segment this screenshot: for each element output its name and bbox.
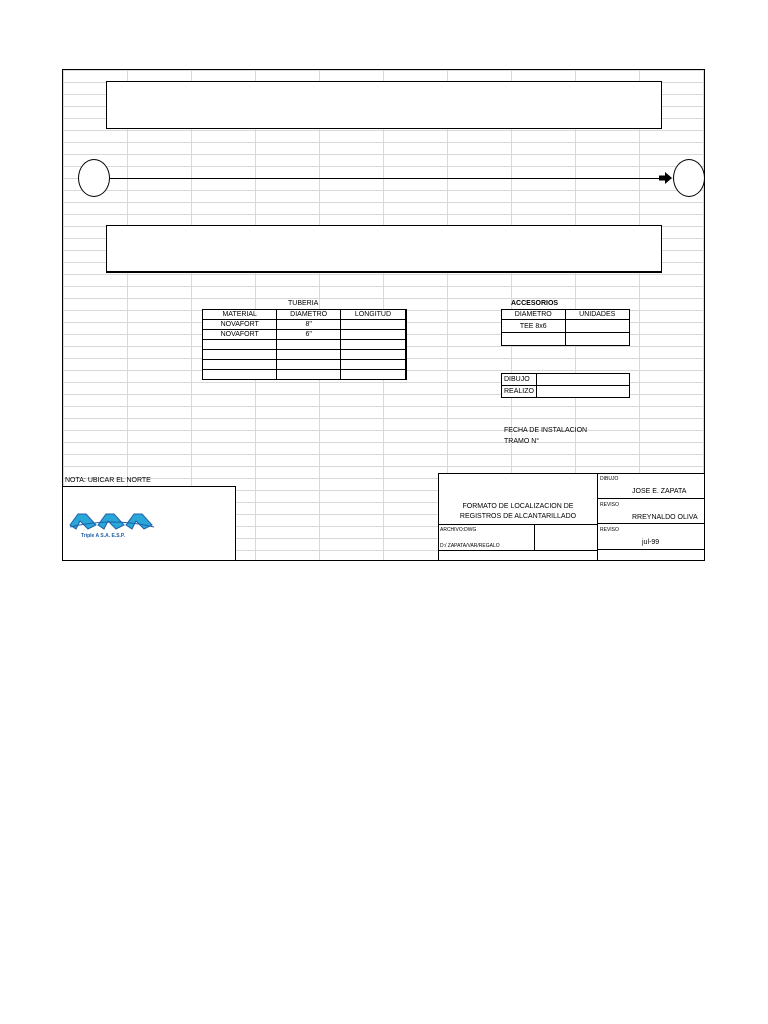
accesorios-table — [501, 309, 630, 346]
title-block — [438, 473, 705, 561]
dibujo-field[interactable] — [536, 374, 629, 386]
table-cell[interactable]: NOVAFORT — [203, 330, 277, 340]
table-row — [502, 374, 630, 386]
table-cell[interactable] — [203, 350, 277, 360]
table-cell[interactable]: NOVAFORT — [203, 320, 277, 330]
table-header-row — [203, 310, 407, 320]
logo-text: Triple A S.A. E.S.P. — [81, 533, 125, 539]
table-cell[interactable]: 6" — [277, 330, 341, 340]
flow-arrow-icon — [659, 172, 673, 184]
table-cell[interactable] — [203, 360, 277, 370]
accesorios-title: ACCESORIOS — [511, 300, 559, 307]
column-header: UNIDADES — [565, 310, 629, 320]
realizo-field[interactable] — [536, 386, 629, 398]
table-header-row — [502, 310, 630, 320]
table-cell[interactable]: 8" — [277, 320, 341, 330]
reviso-label-small: REVISO — [600, 502, 619, 508]
table-row — [203, 360, 407, 370]
drawing-sheet — [62, 69, 705, 561]
title-block-title: FORMATO DE LOCALIZACION DE REGISTROS DE ALCANTARILLADO — [459, 503, 577, 520]
table-row — [203, 350, 407, 360]
realizo-label: REALIZO — [502, 386, 537, 398]
table-cell[interactable] — [277, 360, 341, 370]
table-row — [203, 320, 407, 330]
table-row — [502, 386, 630, 398]
fecha-instalacion-label: FECHA DE INSTALACION — [504, 427, 588, 434]
archivo-label: ARCHIVO:DWG — [440, 527, 477, 533]
table-row — [203, 340, 407, 350]
reviso2-label-small: REVISO — [600, 527, 619, 533]
dibujo-name: JOSE E. ZAPATA — [632, 488, 687, 495]
table-cell[interactable] — [277, 350, 341, 360]
table-cell[interactable] — [565, 320, 629, 333]
column-header: DIAMETRO — [277, 310, 341, 320]
reviso-name: RREYNALDO OLIVA — [632, 514, 698, 521]
bottom-label-box — [106, 225, 662, 273]
table-row — [203, 370, 407, 380]
table-row — [203, 330, 407, 340]
table-cell[interactable] — [340, 320, 406, 330]
dibujo-label-small: DIBUJO — [600, 476, 619, 482]
manhole-end-circle — [673, 159, 705, 197]
tramo-label: TRAMO N° — [504, 438, 540, 445]
table-cell[interactable] — [340, 350, 406, 360]
table-row — [502, 320, 630, 333]
triple-a-logo-icon — [68, 509, 156, 531]
table-cell[interactable] — [502, 333, 566, 346]
firmas-table — [501, 373, 630, 398]
logo-box — [63, 486, 236, 561]
manhole-start-circle — [78, 159, 110, 197]
top-label-box — [106, 81, 662, 129]
tuberia-title: TUBERIA — [288, 300, 319, 307]
table-cell[interactable] — [203, 340, 277, 350]
column-header: LONGITUD — [340, 310, 406, 320]
column-header: MATERIAL — [203, 310, 277, 320]
tuberia-table — [202, 309, 407, 380]
dibujo-label: DIBUJO — [502, 374, 537, 386]
table-cell[interactable] — [565, 333, 629, 346]
table-cell[interactable] — [340, 370, 406, 380]
fecha-value: jul-99 — [642, 539, 660, 546]
table-cell[interactable] — [340, 340, 406, 350]
pipe-line — [110, 178, 661, 179]
column-header: DIAMETRO — [502, 310, 566, 320]
table-cell[interactable] — [277, 340, 341, 350]
ruta-archivo: D:/ ZAPATA/VAR/REGALO — [440, 543, 500, 549]
table-cell[interactable] — [340, 360, 406, 370]
table-cell[interactable] — [340, 330, 406, 340]
nota-label: NOTA: UBICAR EL NORTE — [65, 477, 151, 484]
table-row — [502, 333, 630, 346]
table-cell[interactable] — [277, 370, 341, 380]
table-cell[interactable] — [203, 370, 277, 380]
table-cell[interactable]: TEE 8x6 — [502, 320, 566, 333]
